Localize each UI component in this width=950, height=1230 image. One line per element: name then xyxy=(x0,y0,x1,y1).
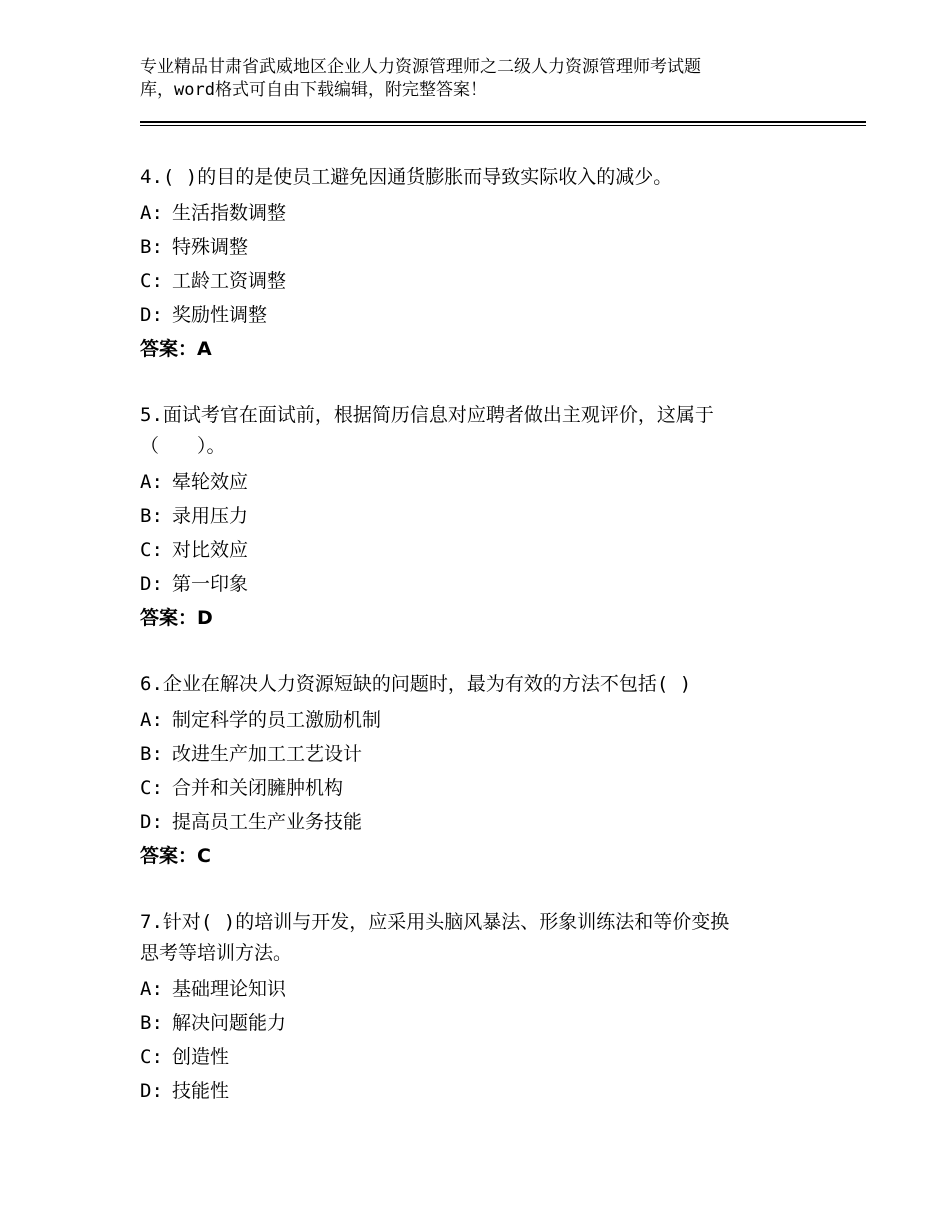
option-text: 生活指数调整 xyxy=(172,202,287,224)
answer-line: 答案：C xyxy=(140,845,211,867)
option-letter: C: xyxy=(140,777,163,799)
question-text xyxy=(140,669,820,700)
question-block xyxy=(140,669,820,873)
option-letter: C: xyxy=(140,270,163,292)
option-letter: D: xyxy=(140,573,163,595)
option-letter: B: xyxy=(140,1012,163,1034)
option-item xyxy=(140,264,820,298)
option-letter: B: xyxy=(140,236,163,258)
option-letter: B: xyxy=(140,743,163,765)
option-letter: A: xyxy=(140,202,163,224)
question-text xyxy=(140,162,820,193)
option-item xyxy=(140,499,820,533)
option-text: 工龄工资调整 xyxy=(172,270,287,292)
option-text: 制定科学的员工激励机制 xyxy=(172,709,382,731)
option-text: 录用压力 xyxy=(172,505,249,527)
option-text: 奖励性调整 xyxy=(172,304,268,326)
question-text-line: 6.企业在解决人力资源短缺的问题时，最为有效的方法不包括( ) xyxy=(140,673,692,695)
question-text xyxy=(140,400,820,462)
option-item xyxy=(140,737,820,771)
option-letter: D: xyxy=(140,1080,163,1102)
option-item xyxy=(140,771,820,805)
option-item xyxy=(140,1074,820,1108)
option-letter: A: xyxy=(140,471,163,493)
option-item xyxy=(140,298,820,332)
header-rule-thick xyxy=(140,121,866,123)
option-letter: D: xyxy=(140,811,163,833)
option-text: 晕轮效应 xyxy=(172,471,249,493)
option-item xyxy=(140,465,820,499)
option-item xyxy=(140,196,820,230)
option-item xyxy=(140,972,820,1006)
option-item xyxy=(140,1006,820,1040)
option-text: 创造性 xyxy=(172,1046,230,1068)
question-block xyxy=(140,162,820,366)
option-text: 基础理论知识 xyxy=(172,978,287,1000)
option-item xyxy=(140,1040,820,1074)
option-item xyxy=(140,533,820,567)
question-text-line: 5.面试考官在面试前，根据简历信息对应聘者做出主观评价，这属于 xyxy=(140,404,714,426)
answer-line: 答案：A xyxy=(140,338,212,360)
document-header xyxy=(140,56,800,102)
option-text: 第一印象 xyxy=(172,573,249,595)
question-text-line: 7.针对( )的培训与开发，应采用头脑风暴法、形象训练法和等价变换 xyxy=(140,911,730,933)
option-letter: C: xyxy=(140,1046,163,1068)
question-block xyxy=(140,907,820,1108)
option-text: 合并和关闭臃肿机构 xyxy=(172,777,344,799)
option-item xyxy=(140,703,820,737)
question-text-line: 思考等培训方法。 xyxy=(140,942,293,964)
option-item xyxy=(140,805,820,839)
question-text-line: 4.( )的目的是使员工避免因通货膨胀而导致实际收入的减少。 xyxy=(140,166,673,188)
option-text: 特殊调整 xyxy=(172,236,249,258)
question-text-line: （ ）。 xyxy=(140,435,226,457)
header-line-2: 库，word格式可自由下载编辑，附完整答案！ xyxy=(140,80,487,100)
option-text: 技能性 xyxy=(172,1080,230,1102)
option-letter: A: xyxy=(140,709,163,731)
option-text: 提高员工生产业务技能 xyxy=(172,811,363,833)
option-letter: D: xyxy=(140,304,163,326)
option-text: 改进生产加工工艺设计 xyxy=(172,743,363,765)
option-item xyxy=(140,567,820,601)
question-block xyxy=(140,400,820,635)
option-text: 对比效应 xyxy=(172,539,249,561)
header-rule-thin xyxy=(140,125,866,126)
option-letter: B: xyxy=(140,505,163,527)
question-text xyxy=(140,907,820,969)
answer-line: 答案：D xyxy=(140,607,213,629)
option-letter: A: xyxy=(140,978,163,1000)
header-line-1: 专业精品甘肃省武威地区企业人力资源管理师之二级人力资源管理师考试题 xyxy=(140,57,701,77)
option-text: 解决问题能力 xyxy=(172,1012,287,1034)
question-list xyxy=(140,162,820,1142)
option-letter: C: xyxy=(140,539,163,561)
option-item xyxy=(140,230,820,264)
